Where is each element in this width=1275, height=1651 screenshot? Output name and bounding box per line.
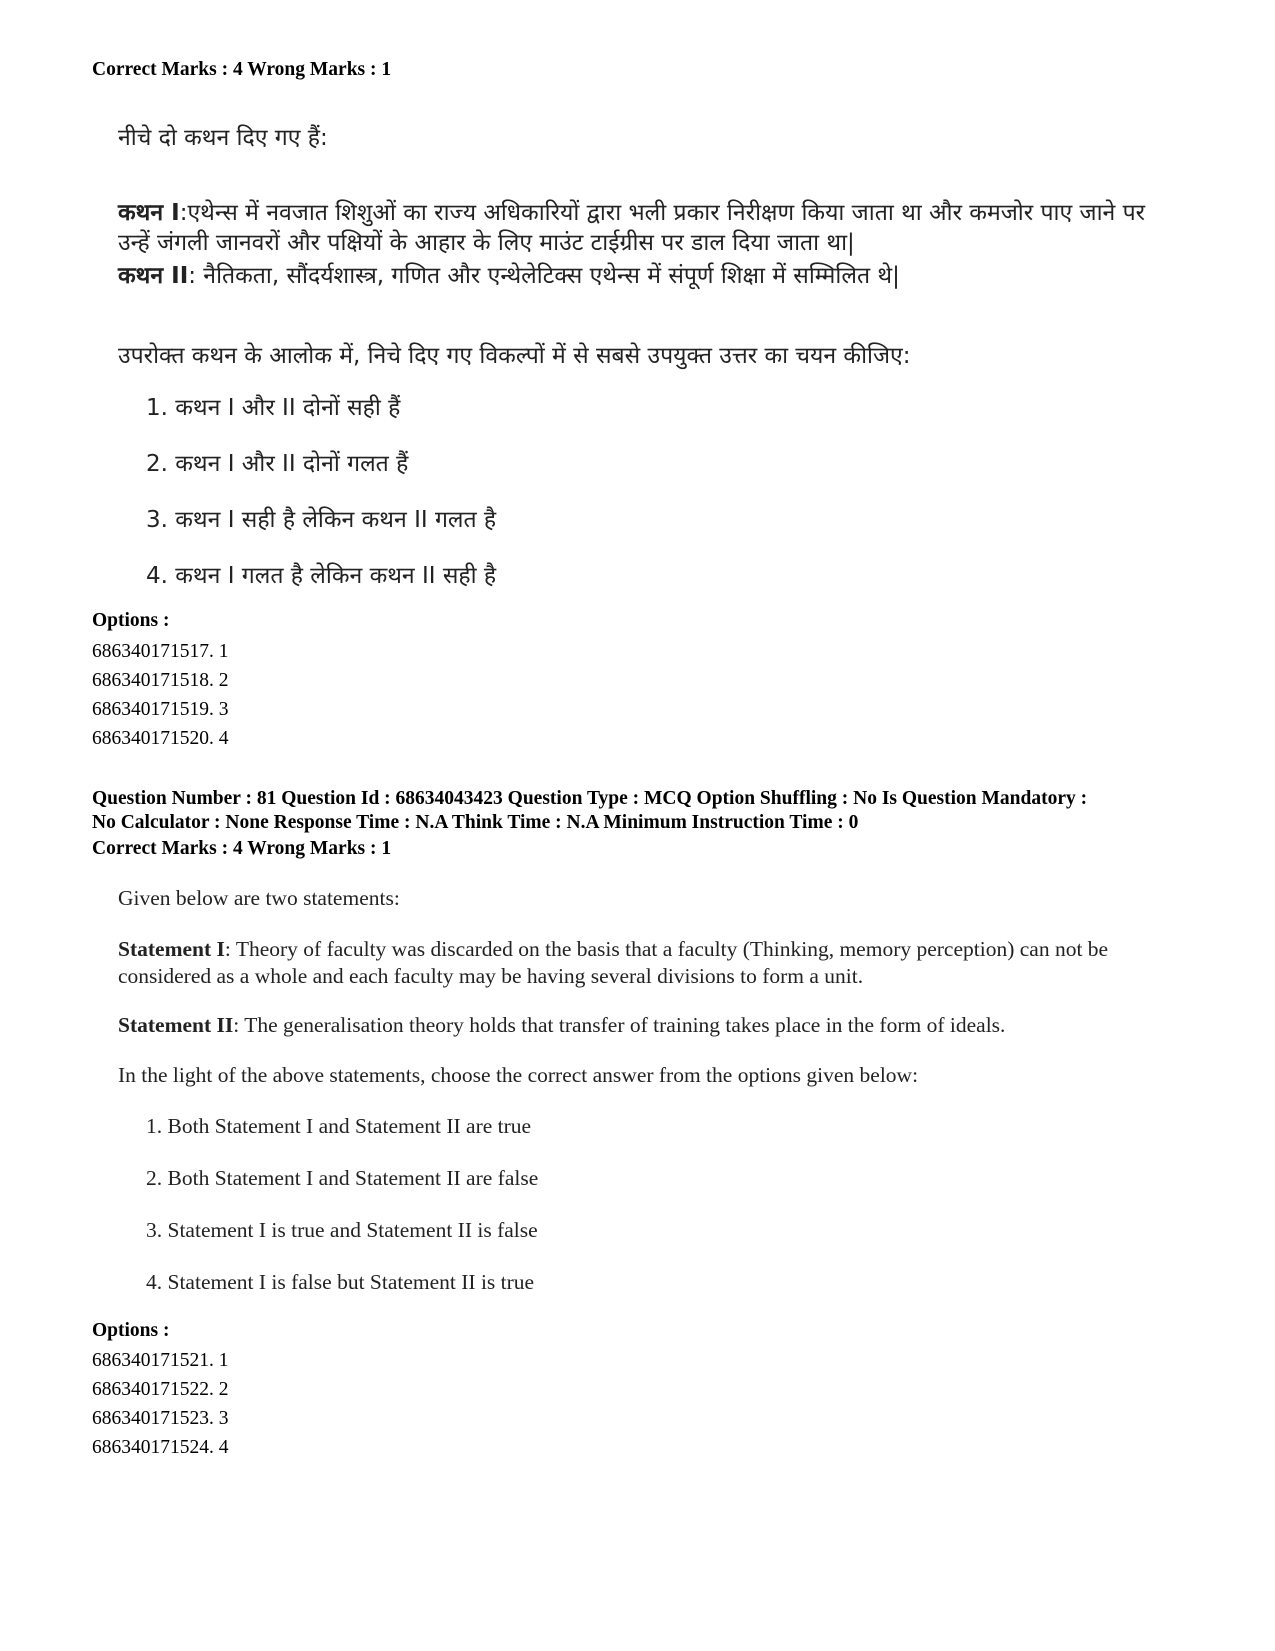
choice-item: 4. Statement I is false but Statement II is true xyxy=(146,1270,535,1294)
options-list xyxy=(92,1346,229,1462)
choice-item: 4. कथन I गलत है लेकिन कथन II सही है xyxy=(146,563,497,589)
options-heading: Options : xyxy=(92,610,170,631)
choice-item: 2. कथन I और II दोनों गलत हैं xyxy=(146,451,409,477)
choice-item: 1. Both Statement I and Statement II are true xyxy=(146,1114,532,1138)
statement-2-text: : नैतिकता, सौंदर्यशास्त्र, गणित और एन्थेलेटिक्स एथेन्स में संपूर्ण शिक्षा में सम्मिलित थे| xyxy=(188,263,900,289)
option-item: 686340171520. 4 xyxy=(92,728,229,749)
question-header-line-1: Question Number : 81 Question Id : 68634043423 Question Type : MCQ Option Shuffling : No Is Question Mandatory : xyxy=(92,788,1088,809)
question-intro: नीचे दो कथन दिए गए हैं: xyxy=(118,125,328,151)
options-heading: Options : xyxy=(92,1320,170,1341)
statement-2-label: Statement II xyxy=(118,1013,234,1037)
statement-1 xyxy=(118,936,1138,990)
choice-item: 2. Both Statement I and Statement II are false xyxy=(146,1166,539,1190)
statement-1-text: : Theory of faculty was discarded on the basis that a faculty (Thinking, memory perception) can not be considered as a whole and each faculty may be having several divisions to form a unit. xyxy=(118,937,1109,988)
statement-2-label: कथन II xyxy=(118,263,189,289)
option-item: 686340171519. 3 xyxy=(92,699,229,720)
marks-line: Correct Marks : 4 Wrong Marks : 1 xyxy=(92,838,392,859)
option-item: 686340171517. 1 xyxy=(92,641,229,662)
statement-2 xyxy=(118,1013,1005,1038)
question-instruction: उपरोक्त कथन के आलोक में, निचे दिए गए विकल्पों में से सबसे उपयुक्त उत्तर का चयन कीजिए: xyxy=(118,343,911,369)
choice-item: 1. कथन I और II दोनों सही हैं xyxy=(146,395,401,421)
option-item: 686340171522. 2 xyxy=(92,1379,229,1400)
option-item: 686340171523. 3 xyxy=(92,1408,229,1429)
question-header xyxy=(92,787,1202,835)
choice-item: 3. Statement I is true and Statement II is false xyxy=(146,1218,538,1242)
question-intro: Given below are two statements: xyxy=(118,886,400,910)
options-list xyxy=(92,637,229,753)
option-item: 686340171524. 4 xyxy=(92,1437,229,1458)
statement-1 xyxy=(118,198,1178,258)
option-item: 686340171518. 2 xyxy=(92,670,229,691)
statement-1-text: :एथेन्स में नवजात शिशुओं का राज्य अधिकारियों द्वारा भली प्रकार निरीक्षण किया जाता था और कमजोर पाए जाने पर उन्हें जंगली जानवरों और पक्षियों के आहार के लिए माउंट टाईग्रीस पर डाल दिया जाता था| xyxy=(118,200,1146,256)
statement-2-text: : The generalisation theory holds that transfer of training takes place in the form of ideals. xyxy=(233,1013,1006,1037)
option-item: 686340171521. 1 xyxy=(92,1350,229,1371)
choice-item: 3. कथन I सही है लेकिन कथन II गलत है xyxy=(146,507,497,533)
statement-1-label: Statement I xyxy=(118,937,225,961)
marks-line: Correct Marks : 4 Wrong Marks : 1 xyxy=(92,59,392,80)
statement-1-label: कथन I xyxy=(118,200,180,226)
question-instruction: In the light of the above statements, choose the correct answer from the options given below: xyxy=(118,1063,919,1087)
question-header-line-2: No Calculator : None Response Time : N.A Think Time : N.A Minimum Instruction Time : 0 xyxy=(92,812,859,833)
statement-2 xyxy=(118,258,1178,290)
